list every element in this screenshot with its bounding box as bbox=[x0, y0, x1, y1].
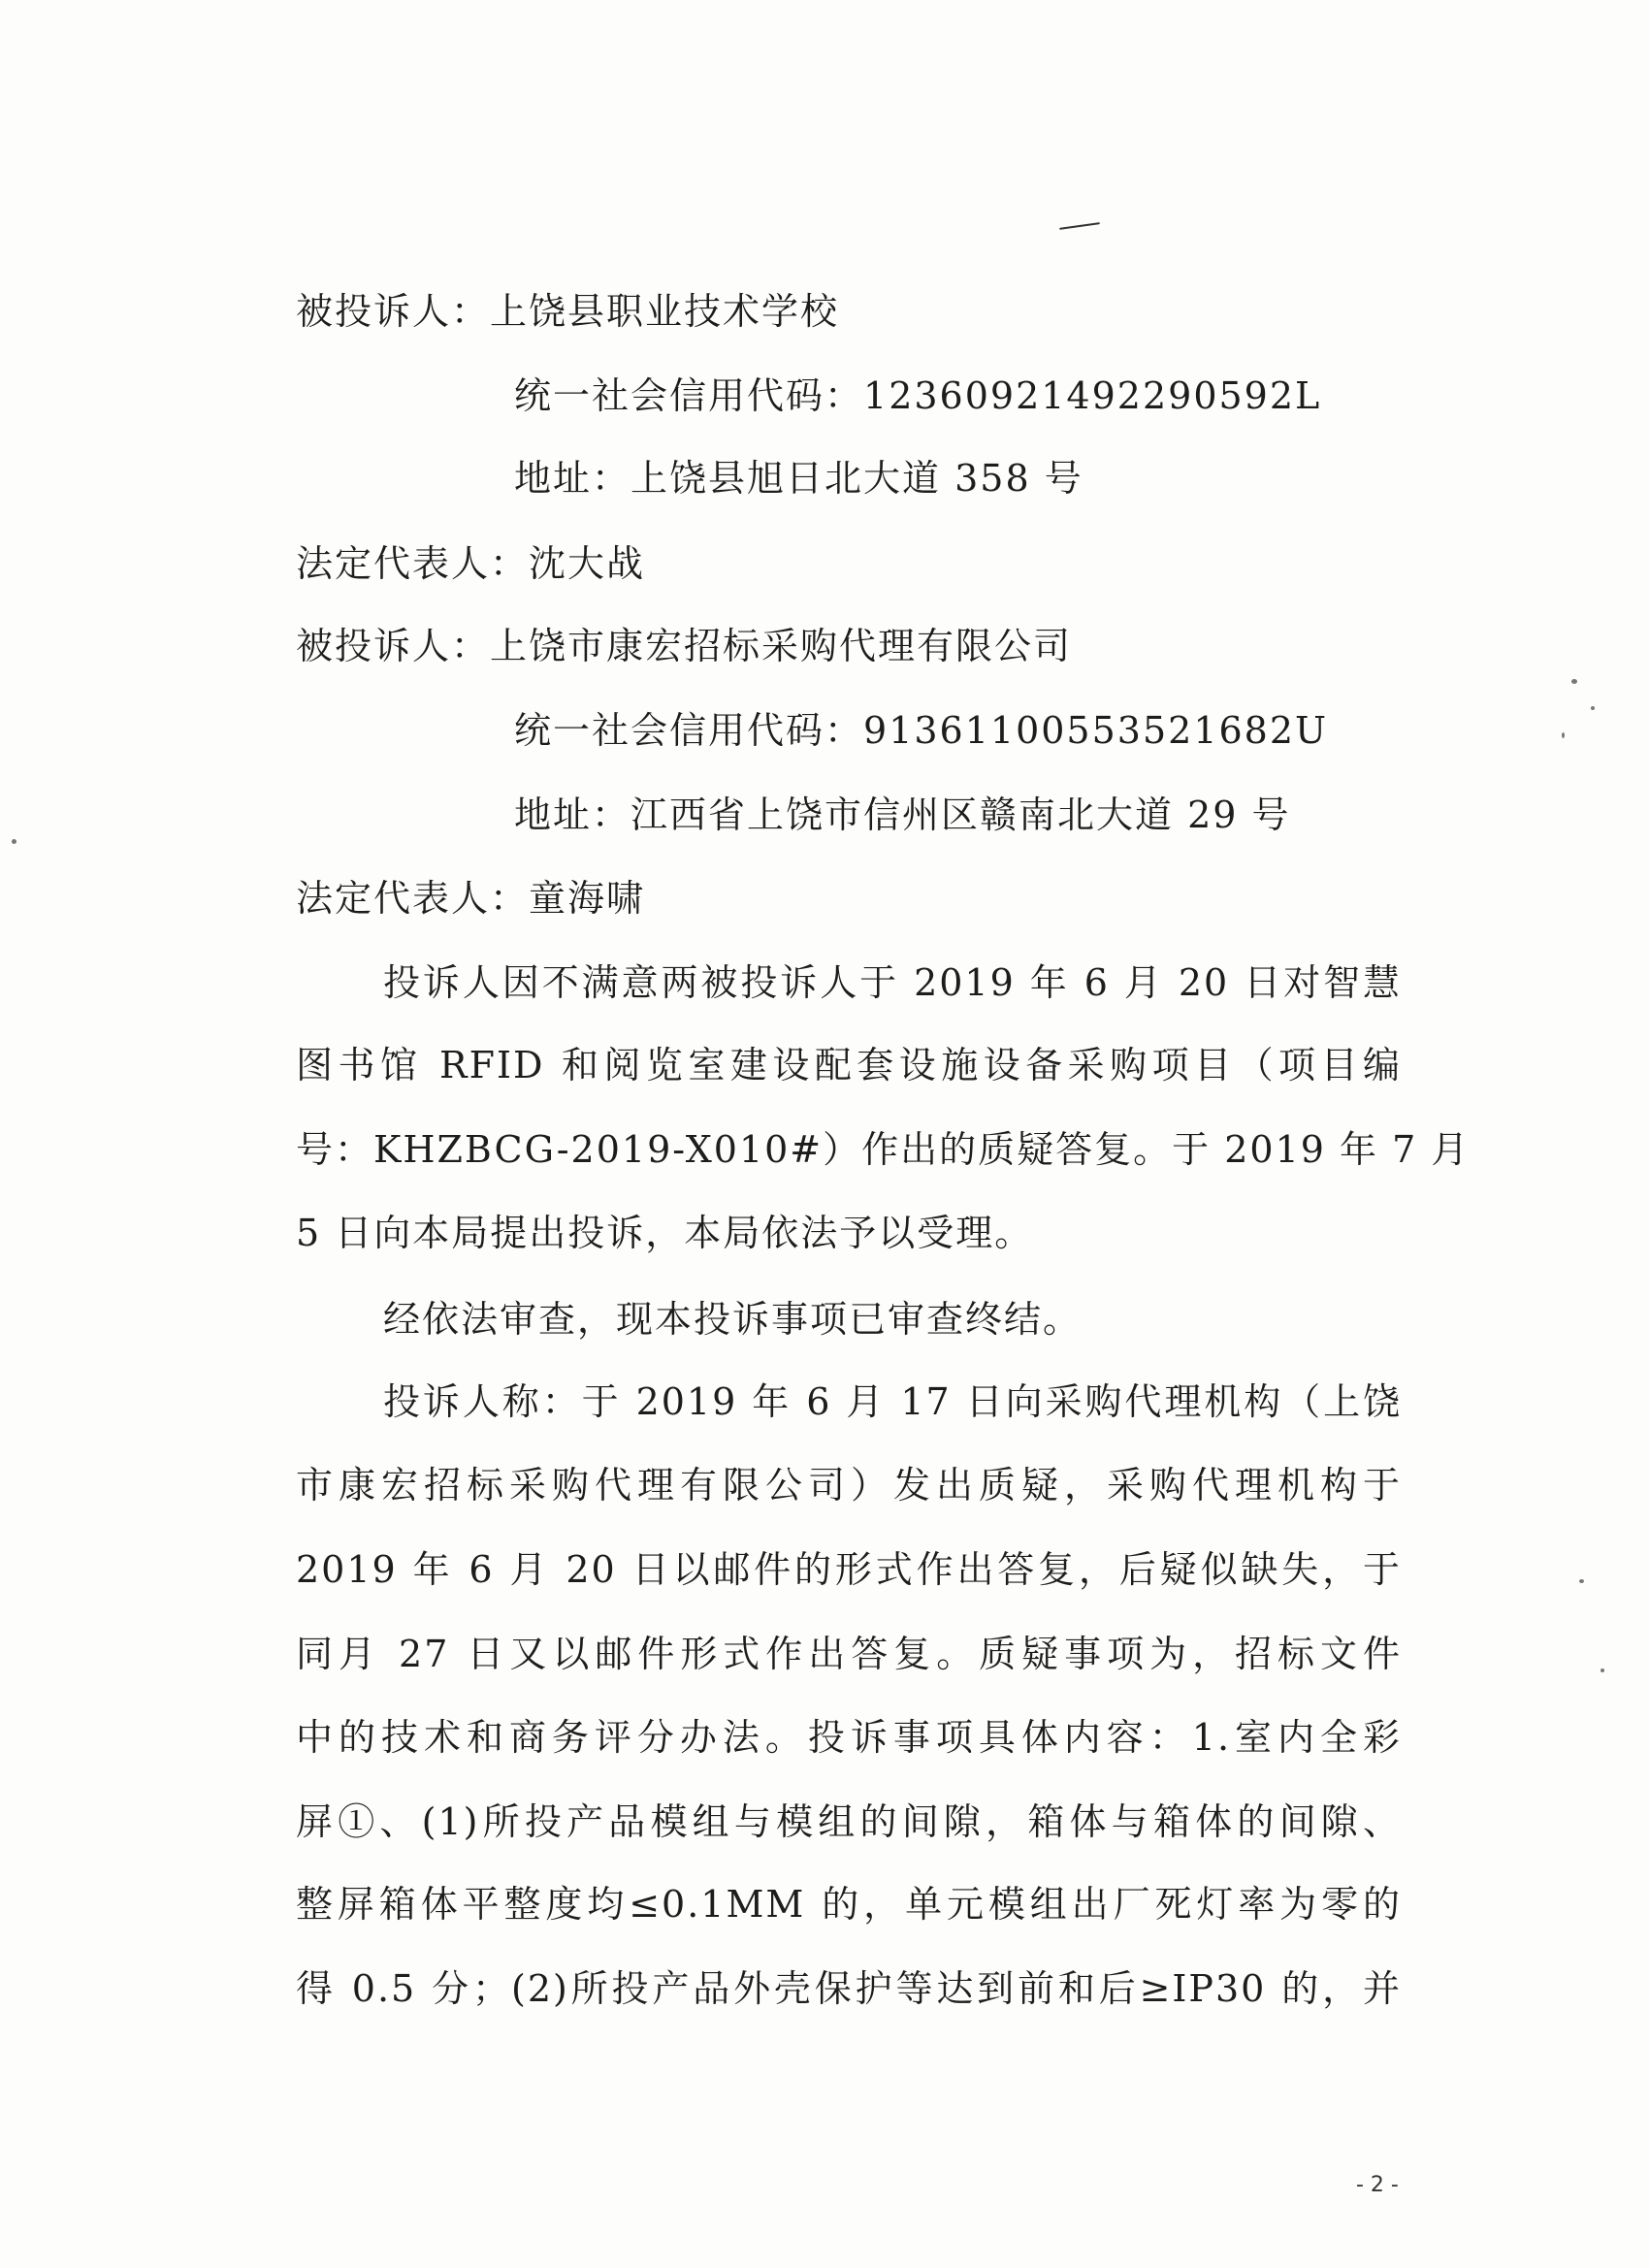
paragraph-3-line: 投诉人称：于 2019 年 6 月 17 日向采购代理机构（上饶 bbox=[383, 1380, 1402, 1423]
legal-rep-name: 沈大战 bbox=[529, 542, 646, 585]
pen-stroke-mark bbox=[1059, 222, 1100, 230]
respondent-name: 上饶县职业技术学校 bbox=[490, 290, 840, 333]
paragraph-2-line: 经依法审查，现本投诉事项已审查终结。 bbox=[383, 1298, 1083, 1341]
address-label: 地址： bbox=[514, 457, 631, 500]
legal-rep-label: 法定代表人： bbox=[296, 542, 530, 585]
paragraph-3-line: 同月 27 日又以邮件形式作出答复。质疑事项为，招标文件 bbox=[296, 1633, 1402, 1675]
paragraph-3-line: 中的技术和商务评分办法。投诉事项具体内容：1.室内全彩 bbox=[296, 1716, 1402, 1759]
scan-speck bbox=[1600, 1669, 1604, 1672]
address-2-line bbox=[514, 793, 1291, 837]
credit-code-value: 91361100553521682U bbox=[863, 709, 1329, 752]
scan-speck bbox=[1591, 706, 1595, 710]
scan-speck bbox=[1579, 1579, 1584, 1583]
legal-rep-1-line bbox=[296, 541, 645, 586]
credit-code-label: 统一社会信用代码： bbox=[514, 374, 864, 417]
scan-speck bbox=[1571, 679, 1577, 684]
credit-code-value: 12360921492290592L bbox=[863, 374, 1322, 417]
legal-rep-name: 童海啸 bbox=[529, 877, 646, 920]
page-number: - 2 - bbox=[1356, 2173, 1399, 2197]
respondent-label: 被投诉人： bbox=[296, 290, 491, 333]
credit-code-label: 统一社会信用代码： bbox=[514, 709, 864, 752]
paragraph-1-line: 5 日向本局提出投诉，本局依法予以受理。 bbox=[296, 1212, 1034, 1254]
paragraph-3-line: 屏①、(1)所投产品模组与模组的间隙，箱体与箱体的间隙、 bbox=[296, 1800, 1402, 1843]
paragraph-1-line: 图书馆 RFID 和阅览室建设配套设施设备采购项目（项目编 bbox=[296, 1044, 1402, 1086]
respondent-label: 被投诉人： bbox=[296, 625, 491, 667]
paragraph-3-line: 得 0.5 分；(2)所投产品外壳保护等达到前和后≥IP30 的，并 bbox=[296, 1967, 1402, 2010]
credit-code-2-line bbox=[514, 708, 1328, 753]
paragraph-3-line: 市康宏招标采购代理有限公司）发出质疑，采购代理机构于 bbox=[296, 1464, 1402, 1507]
respondent-name: 上饶市康宏招标采购代理有限公司 bbox=[490, 625, 1073, 667]
paragraph-3-line: 2019 年 6 月 20 日以邮件的形式作出答复，后疑似缺失，于 bbox=[296, 1548, 1402, 1591]
legal-rep-2-line bbox=[296, 876, 645, 921]
paragraph-1-line: 投诉人因不满意两被投诉人于 2019 年 6 月 20 日对智慧 bbox=[383, 961, 1402, 1004]
legal-rep-label: 法定代表人： bbox=[296, 877, 530, 920]
address-value: 上饶县旭日北大道 358 号 bbox=[630, 457, 1083, 500]
address-label: 地址： bbox=[514, 794, 631, 836]
respondent-1-line bbox=[296, 289, 839, 334]
address-1-line bbox=[514, 456, 1083, 501]
respondent-2-line bbox=[296, 624, 1072, 668]
paragraph-3-line: 整屏箱体平整度均≤0.1MM 的，单元模组出厂死灯率为零的 bbox=[296, 1883, 1402, 1926]
address-value: 江西省上饶市信州区赣南北大道 29 号 bbox=[630, 794, 1291, 836]
credit-code-1-line bbox=[514, 373, 1321, 418]
scan-speck bbox=[1562, 732, 1565, 738]
paragraph-1-line: 号：KHZBCG-2019-X010#）作出的质疑答复。于 2019 年 7 月 bbox=[296, 1128, 1471, 1171]
scan-speck bbox=[12, 839, 16, 844]
